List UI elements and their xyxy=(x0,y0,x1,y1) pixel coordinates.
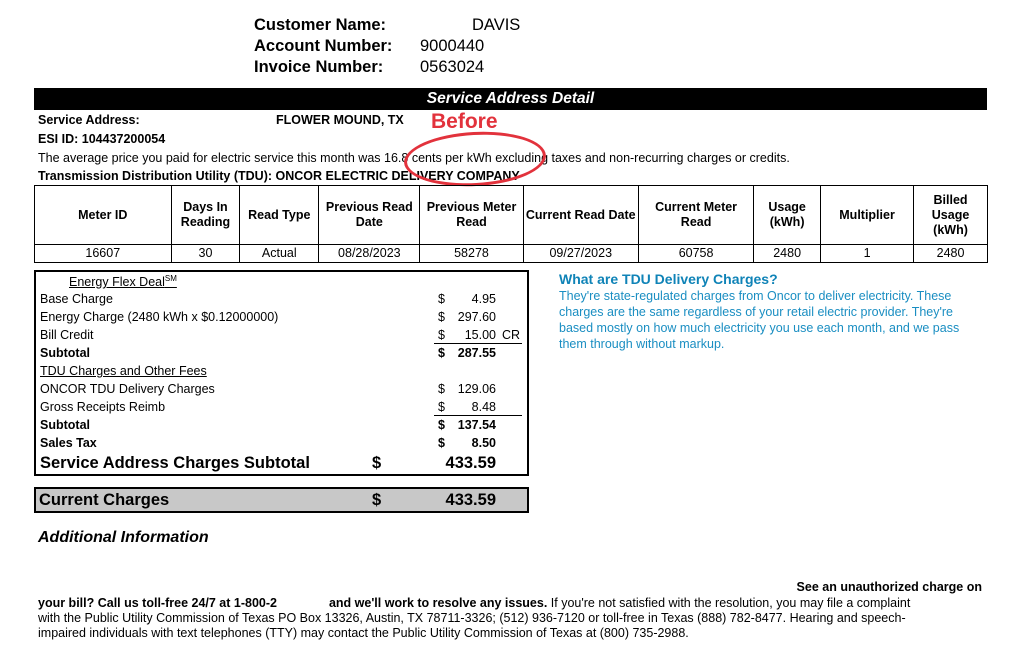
cell-prev-read: 58278 xyxy=(420,245,523,263)
tdu-info-title: What are TDU Delivery Charges? xyxy=(559,271,778,287)
base-charge-label: Base Charge xyxy=(40,292,113,306)
sales-tax-dollar: $ xyxy=(438,436,445,450)
tdu-charges-heading: TDU Charges and Other Fees xyxy=(40,364,207,378)
address-subtotal-label: Service Address Charges Subtotal xyxy=(40,454,310,472)
cell-billed-usage: 2480 xyxy=(914,245,988,263)
col-current-read-date: Current Read Date xyxy=(523,186,638,245)
sales-tax-amount: 8.50 xyxy=(471,436,496,450)
average-price-value: 16.8 cents per kWh xyxy=(384,151,492,165)
current-charges-amount: 433.59 xyxy=(445,491,496,509)
subtotal-2-dollar: $ xyxy=(438,418,445,432)
footer-line-0: See an unauthorized charge on xyxy=(796,580,982,594)
subtotal-1-dollar: $ xyxy=(438,346,445,360)
footer-line-2: with the Public Utility Commission of Texas PO Box 13326, Austin, TX 78711-3326; (512) 936-7120 or toll-free in Texas (888) 782-8477. Hearing and speech- xyxy=(38,611,906,625)
account-number-label: Account Number: xyxy=(254,37,393,55)
base-charge-dollar: $ xyxy=(438,292,445,306)
footer-bold-a: your bill? Call us toll-free 24/7 at 1-800-2 xyxy=(38,596,277,610)
current-charges-label: Current Charges xyxy=(39,491,170,509)
current-charges-box xyxy=(34,487,529,513)
col-previous-read-date: Previous Read Date xyxy=(319,186,420,245)
cell-prev-date: 08/28/2023 xyxy=(319,245,420,263)
tdu-line: Transmission Distribution Utility (TDU): ONCOR ELECTRIC DELIVERY COMPANY xyxy=(38,169,520,183)
col-read-type: Read Type xyxy=(240,186,319,245)
service-mark: SM xyxy=(164,274,177,283)
cell-multiplier: 1 xyxy=(821,245,914,263)
divider xyxy=(434,415,522,416)
sales-tax-label: Sales Tax xyxy=(40,436,97,450)
meter-table-header-row xyxy=(35,186,988,245)
oncor-tdu-dollar: $ xyxy=(438,382,445,396)
plan-name xyxy=(69,274,177,289)
tdu-info-body: They're state-regulated charges from Oncor to deliver electricity. These charges are the same regardless of your retail electric provider. They're based mostly on how much electricity you use each month, and we pass them through without markup. xyxy=(559,289,960,351)
footer-line-3: impaired individuals with text telephones (TTY) may contact the Public Utility Commission of Texas at (800) 735-2988. xyxy=(38,626,689,640)
service-address-label: Service Address: xyxy=(38,113,140,127)
col-multiplier: Multiplier xyxy=(821,186,914,245)
cell-usage: 2480 xyxy=(754,245,821,263)
subtotal-1-amount: 287.55 xyxy=(457,346,496,360)
base-charge-amount: 4.95 xyxy=(471,292,496,306)
customer-name-value: DAVIS xyxy=(472,16,521,34)
bill-credit-dollar: $ xyxy=(438,328,445,342)
average-price-before: The average price you paid for electric service this month was xyxy=(38,151,381,165)
divider xyxy=(434,343,522,344)
current-charges-dollar: $ xyxy=(372,491,382,509)
cell-meter-id: 16607 xyxy=(35,245,172,263)
meter-reading-table xyxy=(34,185,988,263)
cell-read-type: Actual xyxy=(240,245,319,263)
subtotal-1-label: Subtotal xyxy=(40,346,90,360)
col-current-meter-read: Current Meter Read xyxy=(638,186,753,245)
bill-credit-label: Bill Credit xyxy=(40,328,94,342)
before-annotation-label: Before xyxy=(431,110,498,133)
service-address-value: FLOWER MOUND, TX xyxy=(276,113,404,127)
bill-credit-amount: 15.00 xyxy=(464,328,496,342)
table-row xyxy=(35,245,988,263)
charges-summary-box xyxy=(34,270,529,476)
red-circle-annotation xyxy=(403,128,548,189)
footer-line-1 xyxy=(38,596,910,610)
energy-charge-amount: 297.60 xyxy=(457,310,496,324)
subtotal-2-label: Subtotal xyxy=(40,418,90,432)
col-meter-id: Meter ID xyxy=(35,186,172,245)
additional-info-heading: Additional Information xyxy=(38,529,209,546)
invoice-number-value: 0563024 xyxy=(420,58,485,76)
account-number-value: 9000440 xyxy=(420,37,485,55)
energy-charge-label: Energy Charge (2480 kWh x $0.12000000) xyxy=(40,310,279,324)
col-previous-meter-read: Previous Meter Read xyxy=(420,186,523,245)
gross-receipts-label: Gross Receipts Reimb xyxy=(40,400,166,414)
average-price-after: excluding taxes and non-recurring charges or credits. xyxy=(495,151,790,165)
oncor-tdu-label: ONCOR TDU Delivery Charges xyxy=(40,382,215,396)
gross-receipts-dollar: $ xyxy=(438,400,445,414)
oncor-tdu-amount: 129.06 xyxy=(457,382,496,396)
footer-rest: If you're not satisfied with the resolution, you may file a complaint xyxy=(547,596,911,610)
gross-receipts-amount: 8.48 xyxy=(471,400,496,414)
col-billed-usage: Billed Usage (kWh) xyxy=(914,186,988,245)
customer-name-label: Customer Name: xyxy=(254,16,387,34)
esi-id: ESI ID: 104437200054 xyxy=(38,132,166,146)
address-subtotal-dollar: $ xyxy=(372,454,382,472)
subtotal-2-amount: 137.54 xyxy=(457,418,496,432)
cell-curr-read: 60758 xyxy=(638,245,753,263)
invoice-number-label: Invoice Number: xyxy=(254,58,384,76)
cell-curr-date: 09/27/2023 xyxy=(523,245,638,263)
col-usage: Usage (kWh) xyxy=(754,186,821,245)
energy-charge-dollar: $ xyxy=(438,310,445,324)
plan-name-text: Energy Flex Deal xyxy=(69,275,165,290)
section-title: Service Address Detail xyxy=(34,88,987,110)
footer-bold-b: and we'll work to resolve any issues. xyxy=(328,596,548,610)
address-subtotal-amount: 433.59 xyxy=(445,454,496,472)
cell-days: 30 xyxy=(171,245,240,263)
bill-credit-suffix: CR xyxy=(502,328,521,342)
col-days-in-reading: Days In Reading xyxy=(171,186,240,245)
